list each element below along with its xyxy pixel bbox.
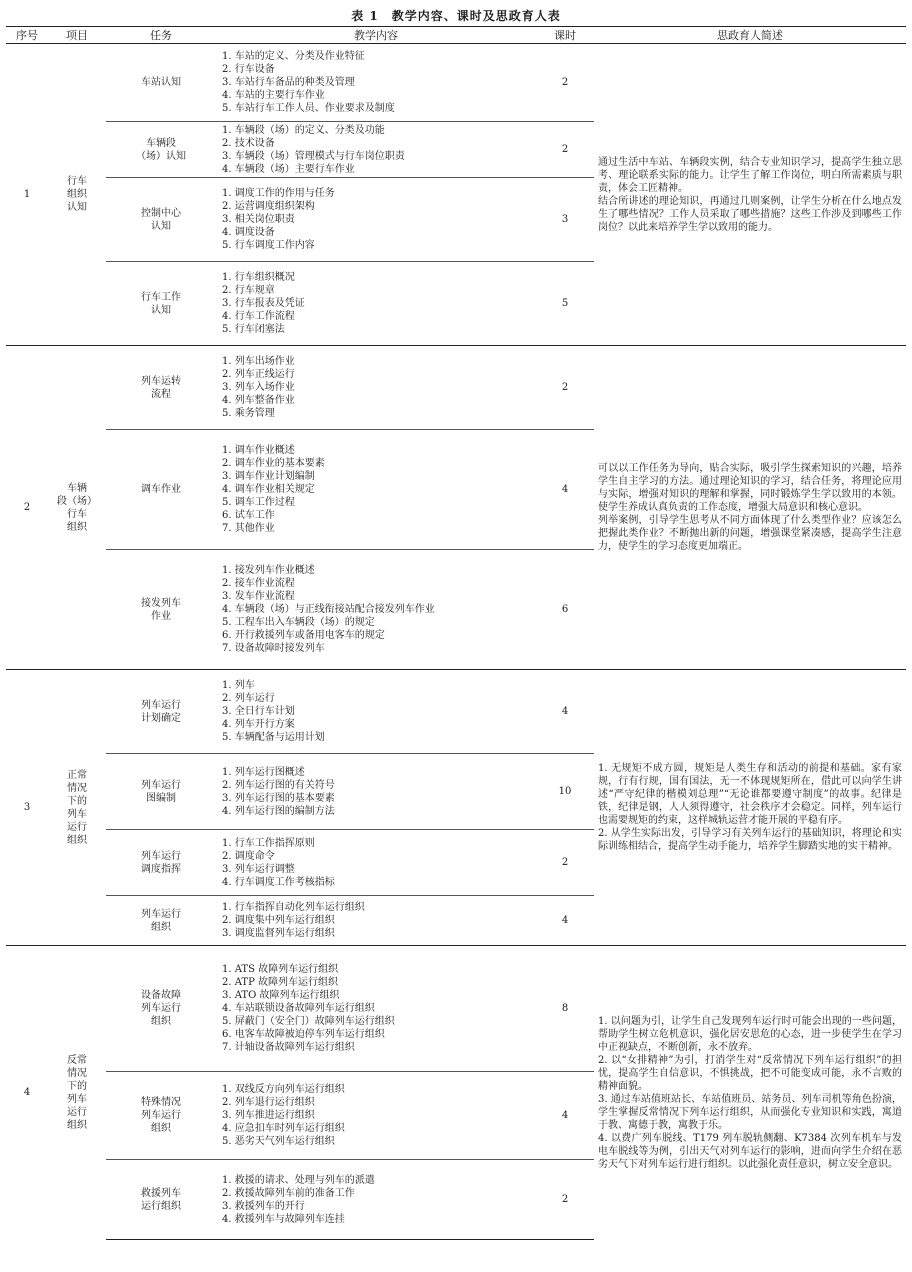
content-item: 2. 列车运行 (222, 693, 275, 704)
content-item: 5. 乘务管理 (222, 408, 275, 419)
teaching-table (6, 26, 906, 1240)
header-project: 项目 (48, 27, 106, 44)
project-label: 车辆 段（场） 行车 组织 (57, 482, 97, 533)
class-hours: 2 (536, 346, 594, 430)
teaching-content (216, 830, 536, 896)
content-item: 1. 行车工作指挥原则 (222, 837, 315, 849)
class-hours: 2 (536, 122, 594, 178)
content-item: 4. 列车整备作业 (222, 395, 295, 406)
task-label: 列车运行 调度指挥 (141, 850, 181, 875)
row-number: 2 (6, 346, 48, 670)
task-label: 车辆段 （场）认知 (136, 137, 186, 162)
task-label: 列车运行 计划确定 (141, 699, 181, 724)
content-item: 4. 救援列车与故障列车连挂 (222, 1213, 345, 1225)
content-item: 3. 行车报表及凭证 (222, 298, 305, 309)
class-hours: 5 (536, 262, 594, 346)
content-item: 1. 列车 (222, 680, 255, 691)
content-item: 2. 接车作业流程 (222, 578, 295, 589)
ideology-paragraph: 1. 以问题为引，让学生自己发现列车运行时可能会出现的一些问题，帮助学生树立危机意识，强化居安思危的心态，进一步使学生在学习中正视缺点，不断创新，永不放弃。 (598, 1015, 902, 1053)
teaching-content (216, 122, 536, 178)
content-item: 1. 救援的请求、处理与列车的派遣 (222, 1174, 375, 1186)
task-name (106, 670, 216, 754)
content-item: 2. 救援故障列车前的准备工作 (222, 1187, 355, 1199)
task-name (106, 896, 216, 946)
header-row (6, 27, 906, 44)
content-item: 2. 调度命令 (222, 850, 275, 862)
row-number: 3 (6, 670, 48, 946)
project-name (48, 346, 106, 670)
table-body (6, 44, 906, 1240)
content-item: 2. 调度集中列车运行组织 (222, 915, 335, 926)
teaching-content (216, 262, 536, 346)
task-label: 调车作业 (141, 484, 181, 495)
project-name (48, 44, 106, 346)
content-item: 3. 救援列车的开行 (222, 1200, 305, 1212)
teaching-content (216, 178, 536, 262)
content-item: 4. 应急扣车时列车运行组织 (222, 1123, 345, 1134)
project-label: 正常 情况 下的 列车 运行 组织 (67, 769, 87, 846)
header-ideology: 思政育人简述 (594, 27, 906, 44)
table-row (6, 946, 906, 1072)
ideology-paragraph: 2. 从学生实际出发，引导学习有关列车运行的基础知识，将理论和实际训练相结合，提高学生动手能力，培养学生脚踏实地的实干精神。 (598, 828, 902, 852)
content-item: 1. 调车作业概述 (222, 445, 295, 456)
content-item: 1. 调度工作的作用与任务 (222, 188, 335, 199)
class-hours: 2 (536, 1160, 594, 1240)
header-hours: 课时 (536, 27, 594, 44)
content-item: 2. 运营调度组织架构 (222, 201, 315, 212)
task-name (106, 178, 216, 262)
project-name (48, 946, 106, 1240)
content-item: 5. 车辆配备与运用计划 (222, 732, 325, 743)
teaching-content (216, 1072, 536, 1160)
ideology-paragraph: 2. 以“女排精神”为引，打消学生对“反常情况下列车运行组织”的担忧，提高学生自信意识，不惧挑战，把不可能变成可能，永不言败的精神面貌。 (598, 1054, 902, 1092)
task-label: 特殊情况 列车运行 组织 (141, 1097, 181, 1134)
page (6, 0, 906, 1240)
content-item: 2. ATP 故障列车运行组织 (222, 977, 338, 988)
content-item: 4. 车辆段（场）与正线衔接站配合接发列车作业 (222, 604, 435, 615)
teaching-content (216, 44, 536, 122)
content-item: 3. 车站行车备品的种类及管理 (222, 77, 355, 88)
class-hours: 3 (536, 178, 594, 262)
task-name (106, 946, 216, 1072)
task-label: 行车工作 认知 (141, 291, 181, 316)
teaching-content (216, 670, 536, 754)
project-label: 反常 情况 下的 列车 运行 组织 (67, 1054, 87, 1131)
task-label: 列车运转 流程 (141, 375, 181, 400)
content-item: 5. 屏蔽门（安全门）故障列车运行组织 (222, 1016, 395, 1027)
content-item: 3. ATO 故障列车运行组织 (222, 990, 340, 1001)
content-item: 1. 车辆段（场）的定义、分类及功能 (222, 124, 385, 136)
content-item: 5. 恶劣天气列车运行组织 (222, 1136, 335, 1147)
teaching-content (216, 550, 536, 670)
task-label: 控制中心 认知 (141, 207, 181, 232)
content-item: 3. 列车推进运行组织 (222, 1110, 315, 1121)
teaching-content (216, 896, 536, 946)
task-name (106, 754, 216, 830)
teaching-content (216, 1160, 536, 1240)
task-label: 接发列车 作业 (141, 597, 181, 622)
content-item: 4. 调度设备 (222, 227, 275, 238)
class-hours: 2 (536, 44, 594, 122)
teaching-content (216, 430, 536, 550)
content-item: 5. 车站行车工作人员、作业要求及制度 (222, 103, 395, 114)
class-hours: 4 (536, 430, 594, 550)
ideology-summary (594, 670, 906, 946)
table-row (6, 346, 906, 430)
row-number: 1 (6, 44, 48, 346)
content-item: 6. 电客车故障被迫停车列车运行组织 (222, 1029, 385, 1040)
table-caption: 表 1 教学内容、课时及思政育人表 (351, 9, 561, 23)
task-name (106, 262, 216, 346)
ideology-summary (594, 44, 906, 346)
teaching-content (216, 754, 536, 830)
content-item: 2. 列车退行运行组织 (222, 1097, 315, 1108)
ideology-paragraph: 1. 无规矩不成方圆，规矩是人类生存和活动的前提和基础。家有家规，行有行规，国有国法，无一不体现规矩所在，借此可以向学生讲述“严守纪律的楷模刘总理”“无论谁都要遵守制度”的故事。纪律是铁，纪律是钢，人人须得遵守，社会秩序才会稳定。同样，列车运行也需要规矩的约束，这样城轨运营才能开展的平稳有序。 (598, 763, 902, 826)
content-item: 3. 列车入场作业 (222, 382, 295, 393)
ideology-summary (594, 346, 906, 670)
task-name (106, 1160, 216, 1240)
content-item: 3. 调车作业计划编制 (222, 471, 315, 482)
ideology-paragraph: 通过生活中车站、车辆段实例，结合专业知识学习，提高学生独立思考、理论联系实际的能力。让学生了解工作岗位，明白所需素质与职责，体会工匠精神。 (598, 156, 902, 194)
task-label: 救援列车 运行组织 (141, 1187, 181, 1212)
content-item: 1. 行车组织概况 (222, 272, 295, 283)
table-row (6, 44, 906, 122)
content-item: 1. 列车出场作业 (222, 356, 295, 367)
task-label: 列车运行 组织 (141, 908, 181, 933)
ideology-paragraph: 可以以工作任务为导向，贴合实际，吸引学生探索知识的兴趣，培养学生自主学习的方法。通过理论知识的学习，结合任务，将理论应用与实际，增强对知识的理解和掌握，同时锻炼学生学以致用的本领。使学生养成认真负责的工作态度，增强大局意识和核心意识。 (598, 463, 902, 513)
content-item: 3. 调度监督列车运行组织 (222, 928, 335, 939)
teaching-content (216, 946, 536, 1072)
class-hours: 8 (536, 946, 594, 1072)
content-item: 1. 行车指挥自动化列车运行组织 (222, 902, 365, 913)
content-item: 1. 车站的定义、分类及作业特征 (222, 51, 365, 62)
content-item: 1. 列车运行图概述 (222, 766, 305, 778)
task-name (106, 44, 216, 122)
task-label: 列车运行 图编制 (141, 779, 181, 804)
content-item: 6. 开行救援列车或备用电客车的规定 (222, 630, 385, 641)
class-hours: 2 (536, 830, 594, 896)
content-item: 3. 列车运行调整 (222, 863, 295, 875)
content-item: 7. 设备故障时接发列车 (222, 643, 325, 654)
row-number: 4 (6, 946, 48, 1240)
content-item: 5. 行车闭塞法 (222, 324, 285, 335)
task-name (106, 550, 216, 670)
content-item: 1. ATS 故障列车运行组织 (222, 964, 339, 975)
class-hours: 6 (536, 550, 594, 670)
ideology-paragraph: 3. 通过车站值班站长、车站值班员、站务员、列车司机等角色扮演，学生掌握反常情况下列车运行组织，从而强化专业知识和实践，寓道于教、寓德于教，寓教于乐。 (598, 1093, 902, 1131)
content-item: 2. 行车规章 (222, 285, 275, 296)
content-item: 7. 计轴设备故障列车运行组织 (222, 1042, 355, 1053)
table-row (6, 670, 906, 754)
ideology-summary (594, 946, 906, 1240)
task-label: 设备故障 列车运行 组织 (141, 990, 181, 1027)
class-hours: 10 (536, 754, 594, 830)
content-item: 2. 技术设备 (222, 137, 275, 149)
content-item: 4. 行车调度工作考核指标 (222, 876, 335, 888)
content-item: 4. 列车运行图的编制方法 (222, 805, 335, 817)
task-name (106, 1072, 216, 1160)
ideology-paragraph: 列举案例，引导学生思考从不同方面体现了什么类型作业？应该怎么把握此类作业？不断抛出新的问题，增强课堂紧凑感，提高学生注意力，使学生的学习态度更加端正。 (598, 515, 902, 552)
content-item: 4. 车辆段（场）主要行车作业 (222, 163, 355, 175)
content-item: 1. 双线反方向列车运行组织 (222, 1084, 345, 1095)
content-item: 5. 行车调度工作内容 (222, 240, 315, 251)
task-name (106, 830, 216, 896)
content-item: 5. 调车工作过程 (222, 497, 295, 508)
header-no: 序号 (6, 27, 48, 44)
project-label: 行车 组织 认知 (67, 176, 87, 213)
task-name (106, 122, 216, 178)
content-item: 4. 调车作业相关规定 (222, 484, 315, 495)
content-item: 5. 工程车出入车辆段（场）的规定 (222, 617, 375, 628)
teaching-content (216, 346, 536, 430)
content-item: 4. 车站的主要行车作业 (222, 90, 325, 101)
task-name (106, 430, 216, 550)
ideology-paragraph: 4. 以费广列车脱线、T179 列车脱轨侧翻、K7384 次列车机车与发电车脱线等为例，引出天气对列车运行的影响，进而向学生介绍在恶劣天气下对列车运行进行组织。以此强化责任意识，树立安全意识。 (598, 1132, 902, 1170)
content-item: 3. 车辆段（场）管理模式与行车岗位职责 (222, 150, 405, 162)
content-item: 3. 列车运行图的基本要素 (222, 792, 335, 804)
project-name (48, 670, 106, 946)
content-item: 2. 列车运行图的有关符号 (222, 779, 335, 791)
content-item: 1. 接发列车作业概述 (222, 565, 315, 576)
ideology-paragraph: 结合所讲述的理论知识，再通过几则案例，让学生分析在什么地点发生了哪些情况？工作人员采取了哪些措施？这些工作涉及到哪些工作岗位？以此来培养学生学以致用的能力。 (598, 195, 902, 233)
header-content: 教学内容 (216, 27, 536, 44)
task-name (106, 346, 216, 430)
content-item: 6. 试车工作 (222, 510, 275, 521)
class-hours: 4 (536, 670, 594, 754)
class-hours: 4 (536, 1072, 594, 1160)
content-item: 3. 全日行车计划 (222, 706, 295, 717)
content-item: 3. 发车作业流程 (222, 591, 295, 602)
task-label: 车站认知 (141, 77, 181, 88)
content-item: 2. 调车作业的基本要素 (222, 458, 325, 469)
content-item: 4. 行车工作流程 (222, 311, 295, 322)
content-item: 7. 其他作业 (222, 523, 275, 534)
content-item: 2. 列车正线运行 (222, 369, 295, 380)
content-item: 4. 车站联锁设备故障列车运行组织 (222, 1003, 375, 1014)
header-task: 任务 (106, 27, 216, 44)
content-item: 3. 相关岗位职责 (222, 214, 295, 225)
content-item: 2. 行车设备 (222, 64, 275, 75)
content-item: 4. 列车开行方案 (222, 719, 295, 730)
class-hours: 4 (536, 896, 594, 946)
